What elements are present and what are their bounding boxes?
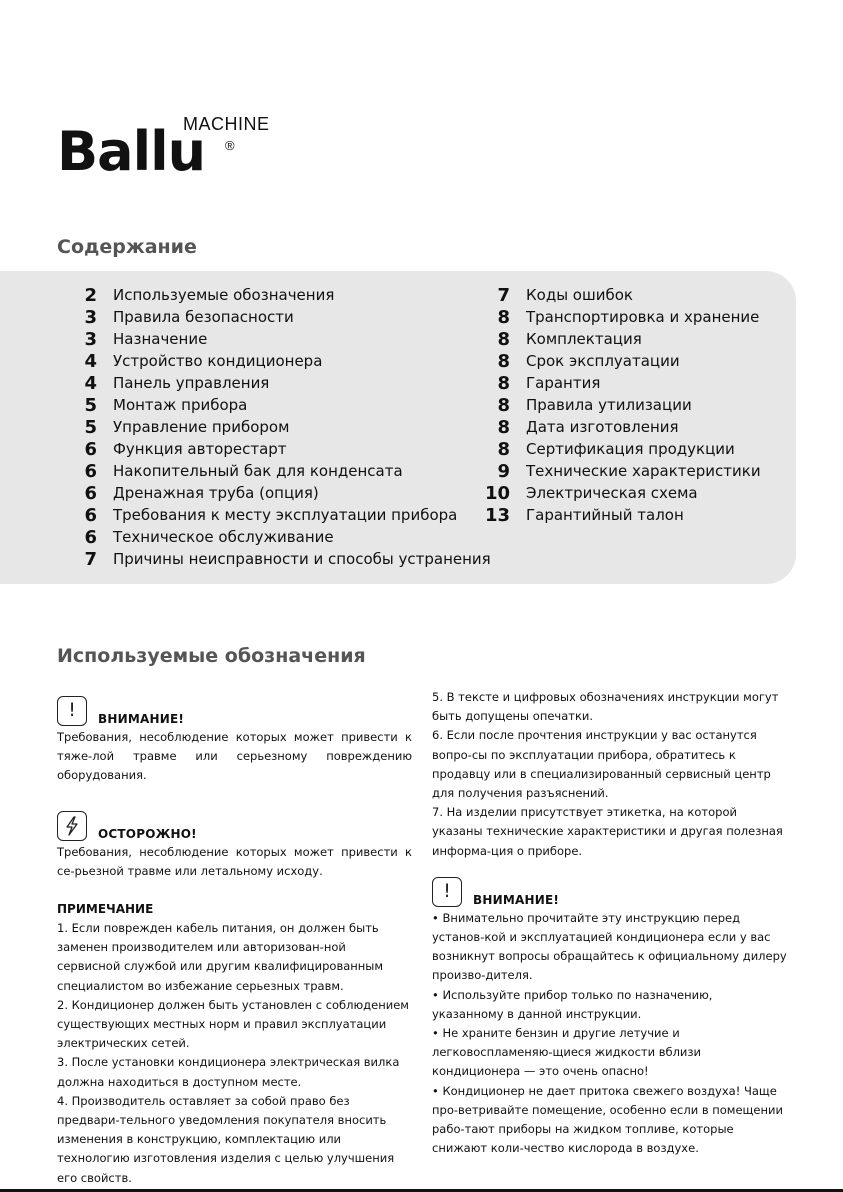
exclamation-icon: ! [57,696,87,726]
toc-item[interactable] [57,394,491,416]
toc-label: Управление прибором [113,418,290,436]
toc-label: Функция авторестарт [113,440,287,458]
toc-page: 8 [497,350,510,372]
toc-item[interactable] [57,526,491,548]
toc-page: 6 [84,460,97,482]
toc-right-column [470,284,761,526]
toc-item[interactable] [57,438,491,460]
toc-page: 3 [84,306,97,328]
toc-left-column [57,284,491,570]
toc-label: Сертификация продукции [526,440,735,458]
attention2-item: • Кондиционер не дает притока свежего воздуха! Чаще про-ветривайте помещение, особенно если в помещении рабо-тают приборы на жидком топливе, которые снижают коли-чество кислорода в воздухе. [432,1083,783,1156]
toc-item[interactable] [57,504,491,526]
note-item: 1. Если поврежден кабель питания, он должен быть заменен производителем или авторизован-ной сервисной службой или другим квалифицированным специалистом во избежание серьезных травм. [57,921,384,993]
toc-page: 9 [497,460,510,482]
attention-label: ВНИМАНИЕ! [98,712,185,726]
toc-label: Панель управления [113,374,270,392]
caution-label: ОСТОРОЖНО! [98,826,197,841]
toc-page: 8 [497,306,510,328]
lightning-glyph [63,816,81,836]
toc-page: 2 [84,284,97,306]
note-item: 2. Кондиционер должен быть установлен с соблюдением существующих местных норм и правил эксплуатации электрических сетей. [57,997,409,1051]
toc-item[interactable] [57,306,491,328]
toc-item[interactable] [57,372,491,394]
toc-page: 5 [84,394,97,416]
left-text-column [57,688,412,1188]
exclamation-icon: ! [432,877,462,907]
toc-item[interactable] [57,460,491,482]
toc-item[interactable] [470,438,761,460]
toc-item[interactable] [57,548,491,570]
caution-text: Требования, несоблюдение которых может привести к се-рьезной травме или летальному исходу. [57,844,412,878]
toc-label: Дата изготовления [526,418,679,436]
note-item: 3. После установки кондиционера электрическая вилка должна находиться в доступном месте. [57,1055,400,1089]
toc-label: Коды ошибок [526,286,633,304]
toc-label: Устройство кондиционера [113,352,323,370]
toc-item[interactable] [470,350,761,372]
toc-label: Правила утилизации [526,396,692,414]
note-item: 7. На изделии присутствует этикетка, на которой указаны технические характеристики и другая полезная информа-ция о приборе. [432,805,783,858]
attention2-heading [432,869,787,909]
toc-page: 13 [484,504,510,526]
toc-item[interactable] [470,284,761,306]
toc-page: 4 [84,350,97,372]
attention-text: Требования, несоблюдение которых может привести к тяже-лой травме или серьезному повреждению оборудования. [57,730,412,783]
toc-label: Срок эксплуатации [526,352,680,370]
toc-item[interactable] [57,350,491,372]
toc-label: Гарантийный талон [526,506,684,524]
toc-label: Электрическая схема [526,484,698,502]
toc-item[interactable] [470,306,761,328]
toc-page: 8 [497,416,510,438]
right-text-column [432,688,787,1158]
ballu-logo [57,112,277,182]
toc-item[interactable] [470,394,761,416]
caution-heading [57,803,412,843]
toc-item[interactable] [470,328,761,350]
toc-page: 6 [84,504,97,526]
lightning-icon [57,811,87,841]
toc-item[interactable] [470,504,761,526]
section-title: Используемые обозначения [57,645,366,667]
toc-page: 6 [84,482,97,504]
toc-item[interactable] [57,482,491,504]
toc-label: Комплектация [526,330,642,348]
toc-label: Технические характеристики [526,462,761,480]
toc-item[interactable] [57,328,491,350]
toc-item[interactable] [57,284,491,306]
toc-page: 8 [497,394,510,416]
toc-label: Назначение [113,330,208,348]
toc-title: Содержание [57,236,197,258]
toc-page: 10 [484,482,510,504]
attention-heading [57,688,412,728]
toc-label: Транспортировка и хранение [526,308,760,326]
logo-sub: MACHINE [183,114,270,134]
note-item: 4. Производитель оставляет за собой право без предвари-тельного уведомления покупателя вносить изменения в конструкцию, комплектацию или технологию изготовления изделия с целью улучшения его свойств. [57,1093,395,1185]
toc-page: 7 [497,284,510,306]
logo-registered-mark: ® [225,138,235,153]
toc-item[interactable] [470,460,761,482]
toc-item[interactable] [470,482,761,504]
toc-item[interactable] [470,416,761,438]
toc-page: 5 [84,416,97,438]
toc-page: 6 [84,438,97,460]
toc-item[interactable] [470,372,761,394]
toc-page: 7 [84,548,97,570]
toc-label: Используемые обозначения [113,286,335,304]
toc-page: 6 [84,526,97,548]
toc-label: Техническое обслуживание [113,528,334,546]
toc-label: Причины неисправности и способы устранения [113,550,491,568]
toc-page: 8 [497,372,510,394]
toc-label: Гарантия [526,374,601,392]
attention2-label: ВНИМАНИЕ! [473,892,560,907]
logo-brand: Ballu [57,120,206,183]
attention2-item: • Используйте прибор только по назначению, указанному в данной инструкции. [432,987,713,1021]
toc-label: Требования к месту эксплуатации прибора [113,506,458,524]
toc-page: 8 [497,328,510,350]
attention2-item: • Внимательно прочитайте эту инструкцию перед установ-кой и эксплуатацией кондиционера если у вас возникнут вопросы обращайтесь к официальному дилеру произво-дителя. [432,910,787,983]
toc-page: 3 [84,328,97,350]
toc-label: Дренажная труба (опция) [113,484,319,502]
toc-label: Монтаж прибора [113,396,248,414]
note-item: 6. Если после прочтения инструкции у вас останутся вопро-сы по эксплуатации прибора, обратитесь к продавцу или в специализированный сервисный центр для получения разъяснений. [432,728,771,801]
toc-label: Накопительный бак для конденсата [113,462,403,480]
toc-label: Правила безопасности [113,308,294,326]
toc-item[interactable] [57,416,491,438]
toc-page: 4 [84,372,97,394]
attention2-item: • Не храните бензин и другие летучие и легковоспламеняю-щиеся жидкости вблизи кондиционера — это очень опасно! [432,1026,701,1079]
note-heading: ПРИМЕЧАНИЕ [57,902,154,917]
toc-page: 8 [497,438,510,460]
note-item: 5. В тексте и цифровых обозначениях инструкции могут быть допущены опечатки. [432,690,779,724]
